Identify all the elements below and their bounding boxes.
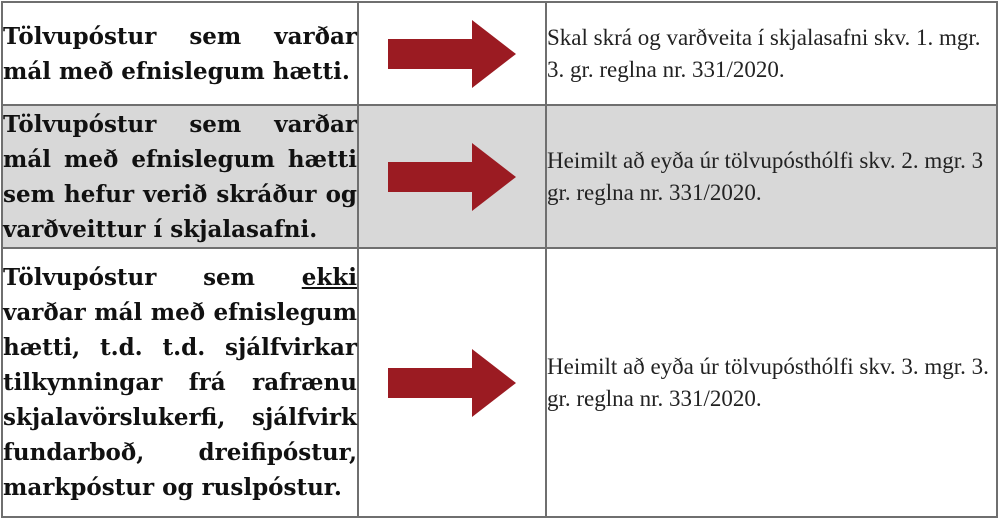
condition-emphasis: ekki (301, 264, 357, 291)
condition-text: Tölvupóstur sem varðar mál með efnislegum hætti sem hefur verið skráður og varðveittur í skjalasafni. (3, 110, 357, 243)
condition-text-after: varðar mál með efnislegum hætti, t.d. t.d. sjálfvirkar tilkynningar frá rafrænu skjalavörslukerfi, sjálfvirk fundarboð, dreifipóstur, markpóstur og ruslpóstur. (3, 299, 357, 501)
right-arrow-icon (388, 349, 516, 417)
result-cell (546, 248, 997, 517)
result-text: Heimilt að eyða úr tölvupósthólfi skv. 3. mgr. 3. gr. reglna nr. 331/2020. (547, 353, 989, 411)
table-row (2, 248, 997, 517)
table-row (2, 105, 997, 248)
result-text: Skal skrá og varðveita í skjalasafni skv. 1. mgr. 3. gr. reglna nr. 331/2020. (547, 24, 981, 82)
result-text: Heimilt að eyða úr tölvupósthólfi skv. 2. mgr. 3 gr. reglna nr. 331/2020. (547, 147, 984, 205)
email-retention-table (1, 1, 998, 518)
result-cell (546, 105, 997, 248)
condition-cell (2, 2, 358, 105)
table-row (2, 2, 997, 105)
result-cell (546, 2, 997, 105)
arrow-cell (358, 248, 546, 517)
condition-text: Tölvupóstur sem varðar mál með efnislegum hætti. (3, 22, 357, 85)
condition-text-before: Tölvupóstur sem (3, 264, 302, 291)
condition-cell (2, 105, 358, 248)
right-arrow-icon (388, 20, 516, 88)
arrow-cell (358, 2, 546, 105)
condition-cell (2, 248, 358, 517)
right-arrow-icon (388, 143, 516, 211)
arrow-cell (358, 105, 546, 248)
